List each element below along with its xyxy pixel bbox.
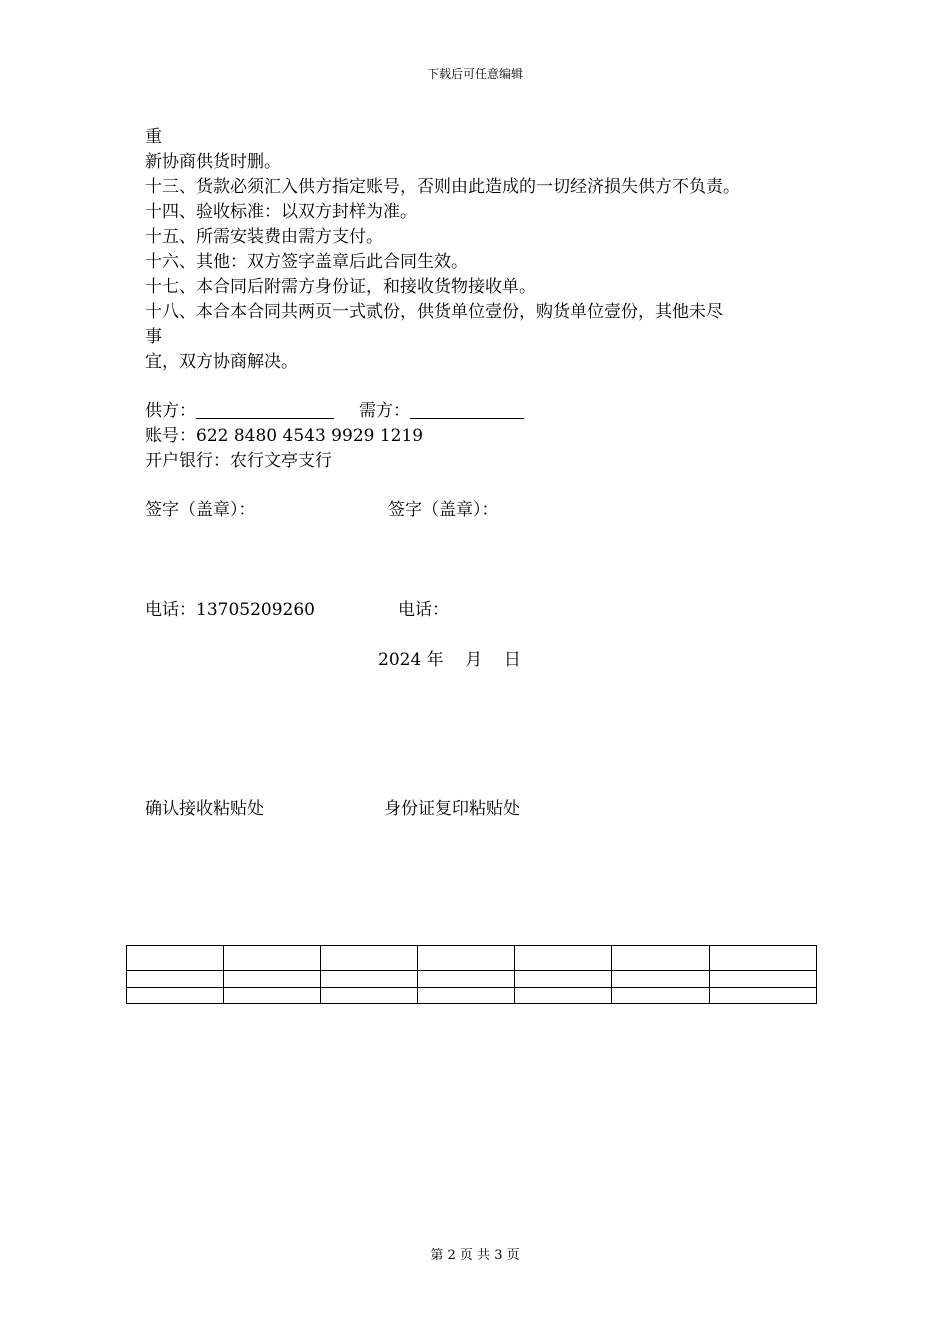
table-cell[interactable] [710,946,817,971]
clause-18: 十八、本合本合同共两页一式贰份，供货单位壹份，购货单位壹份，其他未尽 [145,302,723,322]
table-cell[interactable] [321,988,418,1004]
clause-13: 十三、货款必须汇入供方指定账号，否则由此造成的一切经济损失供方不负责。 [145,177,740,197]
table-cell[interactable] [321,971,418,988]
page-number: 第 2 页 共 3 页 [430,1248,520,1263]
table-cell[interactable] [612,988,710,1004]
table-row [127,946,817,971]
table-row [127,971,817,988]
table-cell[interactable] [515,946,612,971]
supplier-blank [196,400,334,419]
clause-15: 十五、所需安装费由需方支付。 [145,227,383,247]
receipt-paste-area-label: 确认接收粘贴处 [145,799,264,819]
page-header-note: 下载后可任意编辑 [426,67,523,81]
table-cell[interactable] [515,971,612,988]
contract-date: 2024 年 月 日 [378,650,521,670]
table-cell[interactable] [127,971,224,988]
supplier-label: 供方： [145,401,196,421]
table-cell[interactable] [710,988,817,1004]
table-cell[interactable] [321,946,418,971]
account-number: 账号：622 8480 4543 9929 1219 [145,426,424,446]
table-cell[interactable] [224,971,321,988]
clause-line: 宜，双方协商解决。 [145,352,298,372]
clause-14: 十四、验收标准：以双方封样为准。 [145,202,417,222]
table-cell[interactable] [418,946,515,971]
clause-line: 事 [145,327,162,347]
id-copy-paste-area-label: 身份证复印粘贴处 [384,799,520,819]
clause-line: 重 [145,127,162,147]
table-cell[interactable] [612,971,710,988]
table-cell[interactable] [127,988,224,1004]
buyer-label: 需方： [359,401,410,421]
bank-name: 开户银行：农行文亭支行 [145,451,332,471]
buyer-phone: 电话： [398,600,449,620]
table-cell[interactable] [418,988,515,1004]
table-row [127,988,817,1004]
clause-line: 新协商供货时删。 [145,152,281,172]
table-cell[interactable] [710,971,817,988]
supplier-signature-label: 签字（盖章）： [145,500,256,520]
table-cell[interactable] [127,946,224,971]
party-line [145,400,524,422]
clause-16: 十六、其他：双方签字盖章后此合同生效。 [145,252,468,272]
supplier-phone: 电话：13705209260 [145,600,315,620]
table-cell[interactable] [612,946,710,971]
clause-17: 十七、本合同后附需方身份证，和接收货物接收单。 [145,277,536,297]
blank-table [126,945,817,1004]
table-cell[interactable] [515,988,612,1004]
table-cell[interactable] [224,946,321,971]
buyer-signature-label: 签字（盖章）： [388,500,499,520]
table-cell[interactable] [224,988,321,1004]
table-cell[interactable] [418,971,515,988]
buyer-blank [410,400,524,419]
